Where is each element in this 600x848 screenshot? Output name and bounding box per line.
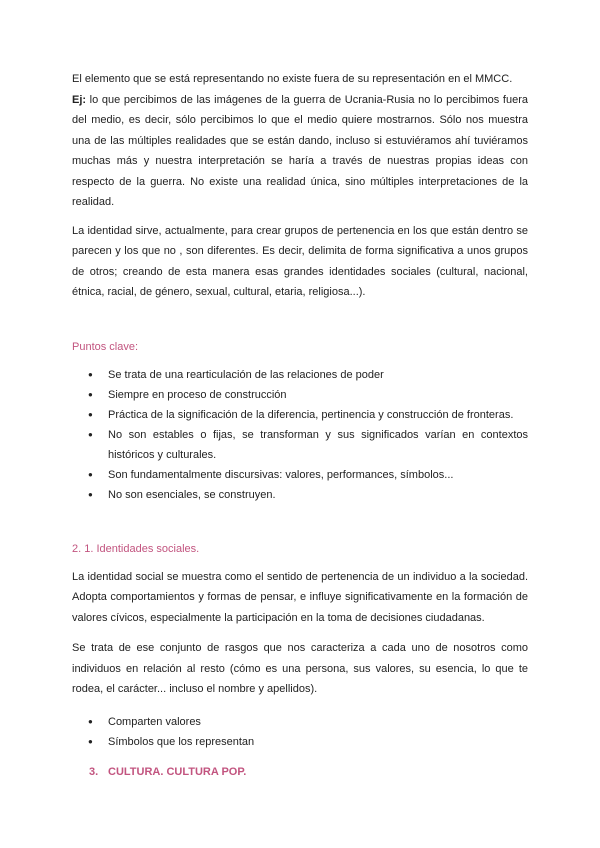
list-item: ● No son esenciales, se construyen. [72, 485, 528, 505]
list-item: ● Siempre en proceso de construcción [72, 385, 528, 405]
section-number: 3. [89, 765, 99, 778]
section-heading-culture [72, 762, 528, 782]
example-label: Ej: [72, 93, 87, 106]
section-heading-social-identities: 2. 1. Identidades sociales. [72, 542, 200, 555]
section-title: CULTURA. CULTURA POP. [108, 765, 247, 778]
document-page [72, 69, 528, 782]
paragraph-text-a: El elemento que se está representando no existe fuera de su representación en el MMCC. [72, 73, 513, 85]
paragraph-social-identity: La identidad social se muestra como el sentido de pertenencia de un individuo a la sociedad. Adopta comportamientos y formas de pensar, e influye significativamente en la formación de valores cívicos, especialmente la participación en la toma de decisiones ciudadanas. [72, 570, 528, 624]
list-item: ● Símbolos que los representan [72, 732, 528, 752]
paragraph-traits: Se trata de ese conjunto de rasgos que nos caracteriza a cada uno de nosotros como individuos en relación al resto (cómo es una persona, sus valores, su esencia, lo que te rodea, el carácter... incluso el nombre y apellidos). [72, 642, 528, 695]
list-item: ● Comparten valores [72, 712, 528, 732]
paragraph-identity: La identidad sirve, actualmente, para crear grupos de pertenencia en los que están dentro se parecen y los que no , son diferentes. Es decir, delimita de forma significativa a unos grupos de otros; creando de esta manera esas grandes identidades sociales (cultural, nacional, étnica, racial, de género, sexual, cultural, etaria, religiosa...). [72, 224, 528, 298]
key-points-list [72, 365, 528, 505]
key-points-title: Puntos clave: [72, 340, 139, 353]
paragraph-text-b: lo que percibimos de las imágenes de la guerra de Ucrania-Rusia no lo percibimos fuera del medio, es decir, sólo percibimos lo que el medio quiere mostrarnos. Sólo nos muestra una de las múltiples realidades que se están dando, incluso si estuviéramos ahí tuviéramos muchas más y nuestra interpretación se haría a través de nuestras propias ideas con respecto de la guerra. No existe una realidad única, sino múltiples interpretaciones de la realidad. [72, 93, 528, 208]
list-item: ● Se trata de una rearticulación de las relaciones de poder [72, 365, 528, 385]
list-item: ● No son estables o fijas, se transforman y sus significados varían en contextos históricos y culturales. [72, 425, 528, 465]
paragraph-representation [72, 69, 528, 213]
social-identity-list [72, 712, 528, 752]
list-item: ● Práctica de la significación de la diferencia, pertinencia y construcción de fronteras. [72, 405, 528, 425]
list-item: ● Son fundamentalmente discursivas: valores, performances, símbolos... [72, 465, 528, 485]
